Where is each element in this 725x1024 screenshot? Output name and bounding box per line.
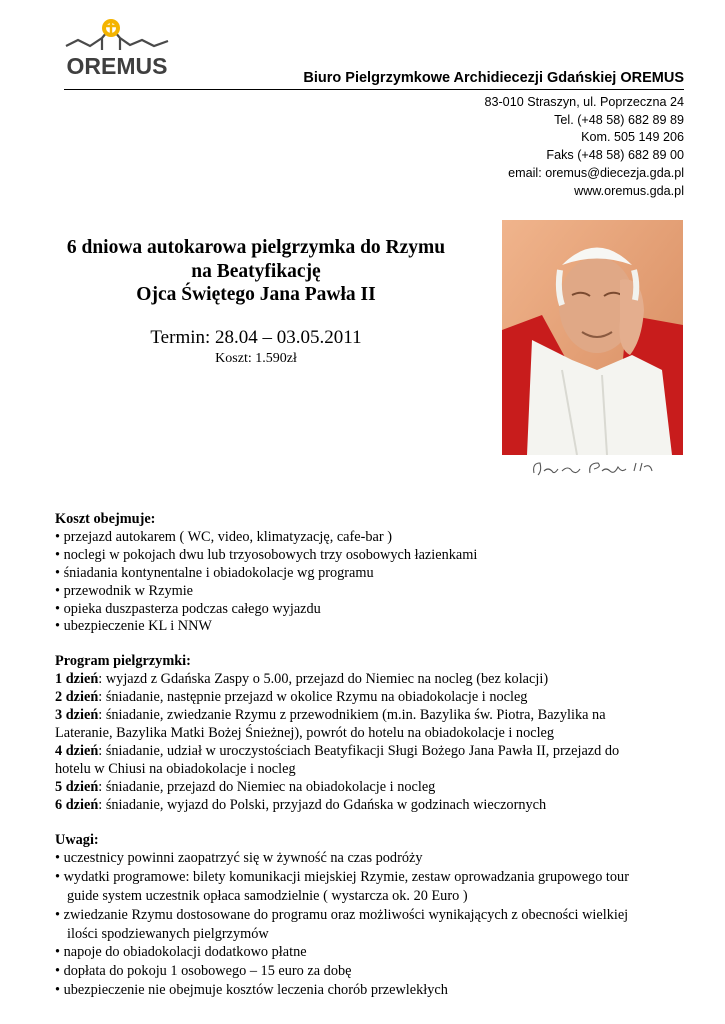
termin: Termin: 28.04 – 03.05.2011	[150, 326, 362, 348]
contact-fax: Faks (+48 58) 682 89 00	[546, 148, 684, 163]
title-line-2: na Beatyfikację	[191, 260, 321, 282]
koszt: Koszt: 1.590zł	[215, 350, 297, 366]
title-line-1: 6 dniowa autokarowa pielgrzymka do Rzymu	[66, 237, 446, 258]
program-day	[55, 707, 695, 725]
program-day	[55, 779, 695, 797]
section-title: Program pielgrzymki:	[55, 653, 191, 670]
day-text: : śniadanie, zwiedzanie Rzymu z przewodnikiem (m.in. Bazylika św. Piotra, Bazylika na	[98, 707, 606, 724]
list-item: • opieka duszpasterza podczas całego wyjazdu	[55, 601, 695, 619]
day-label: 3 dzień	[55, 707, 99, 724]
signature	[528, 457, 658, 479]
pope-portrait	[502, 220, 683, 455]
day-text: : śniadanie, następnie przejazd w okolice Rzymu na obiadokolacje i nocleg	[98, 689, 528, 706]
content	[55, 511, 695, 1000]
day-text-continued: hotelu w Chiusi na obiadokolacje i nocleg	[55, 760, 296, 777]
day-label: 2 dzień	[55, 689, 99, 706]
list-item: • przewodnik w Rzymie	[55, 583, 695, 601]
contact-mobile: Kom. 505 149 206	[581, 130, 684, 145]
list-item-continued: ilości spodziewanych pielgrzymów	[67, 925, 269, 942]
list-item: • zwiedzanie Rzymu dostosowane do programu oraz możliwości wynikających z obecności wielkiej	[55, 906, 695, 925]
list-item: • ubezpieczenie KL i NNW	[55, 618, 695, 636]
list-item: • noclegi w pokojach dwu lub trzyosobowych trzy osobowych łazienkami	[55, 547, 695, 565]
day-text: : śniadanie, wyjazd do Polski, przyjazd do Gdańska w godzinach wieczornych	[98, 796, 547, 813]
title-block	[50, 236, 462, 368]
program-day	[55, 689, 695, 707]
day-label: 5 dzień	[55, 778, 99, 795]
section-title: Koszt obejmuje:	[55, 511, 156, 527]
program-day	[55, 743, 695, 761]
list-item: • ubezpieczenie nie obejmuje kosztów leczenia chorób przewlekłych	[55, 981, 695, 1000]
list-item: • śniadania kontynentalne i obiadokolacje wg programu	[55, 565, 695, 583]
program-day	[55, 797, 695, 815]
list-item: • przejazd autokarem ( WC, video, klimatyzację, cafe-bar )	[55, 529, 695, 547]
section-title: Uwagi:	[55, 831, 99, 848]
logo-roofline	[66, 38, 168, 46]
section-uwagi	[55, 832, 695, 1000]
day-text-continued: Lateranie, Bazylika Matki Bożej Śnieżnej), powrót do hotelu na obiadokolacje i nocleg	[55, 724, 555, 741]
contact-email: email: oremus@diecezja.gda.pl	[508, 165, 684, 180]
day-label: 4 dzień	[55, 742, 99, 759]
agency-name: Biuro Pielgrzymkowe Archidiecezji Gdańskiej OREMUS	[303, 70, 684, 86]
day-label: 6 dzień	[55, 796, 99, 813]
day-text: : śniadanie, udział w uroczystościach Beatyfikacji Sługi Bożego Jana Pawła II, przejazd do	[98, 742, 620, 759]
program-day	[55, 671, 695, 689]
header-divider	[64, 89, 684, 90]
contact-phone: Tel. (+48 58) 682 89 89	[554, 112, 684, 127]
oremus-logo	[64, 14, 170, 80]
list-item: • uczestnicy powinni zaopatrzyć się w żywność na czas podróży	[55, 849, 695, 868]
section-program	[55, 653, 695, 814]
contact-website: www.oremus.gda.pl	[574, 183, 684, 198]
list-item: • wydatki programowe: bilety komunikacji miejskiej Rzymie, zestaw oprowadzania grupowego tour	[55, 868, 695, 887]
section-koszt-obejmuje	[55, 511, 695, 636]
list-item: • dopłata do pokoju 1 osobowego – 15 euro za dobę	[55, 962, 695, 981]
title-line-3: Ojca Świętego Jana Pawła II	[136, 284, 376, 305]
day-text: : wyjazd z Gdańska Zaspy o 5.00, przejazd do Niemiec na nocleg (bez kolacji)	[98, 671, 549, 688]
list-item-continued: guide system uczestnik opłaca samodzielnie ( wystarcza ok. 20 Euro )	[67, 888, 468, 904]
list-item: • napoje do obiadokolacji dodatkowo płatne	[55, 943, 695, 962]
contact-block	[484, 94, 684, 200]
logo-text: OREMUS	[66, 53, 168, 79]
day-text: : śniadanie, przejazd do Niemiec na obiadokolacje i nocleg	[98, 778, 436, 795]
day-label: 1 dzień	[55, 671, 99, 688]
contact-address: 83-010 Straszyn, ul. Poprzeczna 24	[484, 95, 684, 109]
